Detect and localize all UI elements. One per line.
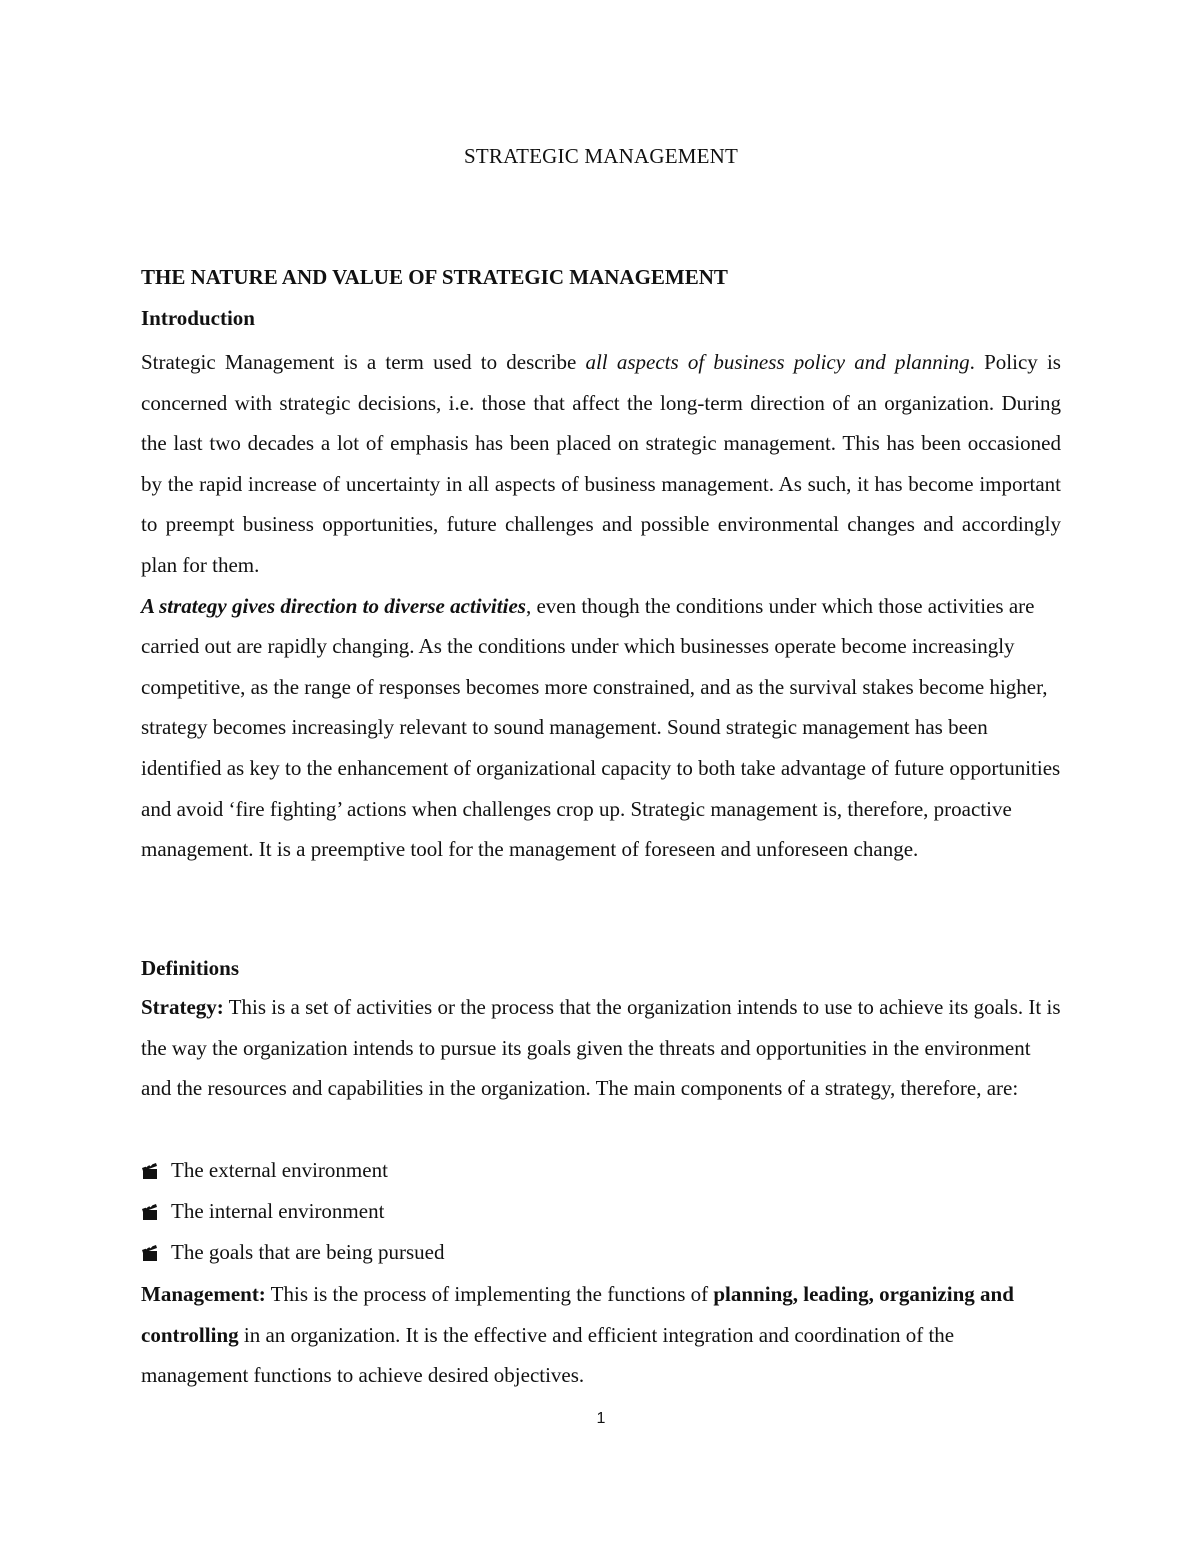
clapperboard-icon — [141, 1162, 159, 1180]
section-heading: THE NATURE AND VALUE OF STRATEGIC MANAGEMENT — [141, 265, 728, 289]
list-item-text: The goals that are being pursued — [171, 1240, 445, 1264]
introduction-paragraph-2 — [141, 586, 1061, 870]
clapperboard-icon — [141, 1244, 159, 1262]
management-text-1: This is the process of implementing the functions of — [265, 1282, 714, 1306]
management-term: Management: — [141, 1282, 266, 1306]
strategy-text: This is a set of activities or the process that the organization intends to use to achieve its goals. It is the way the organization intends to pursue its goals given the threats and opportunities in the environment and the resources and capabilities in the organization. The main components of a strategy, therefore, are: — [141, 995, 1061, 1101]
document-title: STRATEGIC MANAGEMENT — [463, 144, 739, 168]
strategy-term: Strategy: — [141, 995, 224, 1019]
list-item — [141, 1191, 445, 1232]
page-number: 1 — [596, 1410, 606, 1427]
management-definition — [141, 1274, 1061, 1396]
list-item — [141, 1232, 445, 1273]
list-item — [141, 1150, 445, 1191]
clapperboard-icon — [141, 1203, 159, 1221]
intro-p1-italic: all aspects of business policy and planning — [585, 350, 970, 374]
introduction-body — [141, 342, 1061, 870]
list-item-text: The external environment — [171, 1158, 388, 1182]
introduction-heading: Introduction — [141, 306, 255, 330]
management-text-2: in an organization. It is the effective and efficient integration and coordination of the management functions to achieve desired objectives. — [141, 1322, 955, 1388]
strategy-components-list — [141, 1150, 445, 1273]
intro-p2-emphasis: A strategy gives direction to diverse activities — [141, 593, 526, 618]
intro-p1-end: . Policy is concerned with strategic decisions, i.e. those that affect the long-term direction of an organization. During the last two decades a lot of emphasis has been placed on strategic management. This has been occasioned by the rapid increase of uncertainty in all aspects of business management. As such, it has become important to preempt business opportunities, future challenges and possible environmental changes and accordingly plan for them. — [141, 350, 1061, 577]
intro-p2-rest: , even though the conditions under which those activities are carried out are rapidly changing. As the conditions under which businesses operate become increasingly competitive, as the range of responses becomes more constrained, and as the survival stakes become higher, strategy becomes increasingly relevant to sound management. Sound strategic management has been identified as key to the enhancement of organizational capacity to both take advantage of future opportunities and avoid ‘fire fighting’ actions when challenges crop up. Strategic management is, therefore, proactive management. It is a preemptive tool for the management of foreseen and unforeseen change. — [141, 593, 1061, 862]
intro-p1-start: Strategic Management is a term used to describe — [141, 350, 586, 374]
definitions-heading: Definitions — [141, 956, 240, 980]
strategy-definition — [141, 987, 1061, 1109]
management-functions: planning, leading, organizing and controlling — [141, 1282, 1014, 1347]
list-item-text: The internal environment — [171, 1199, 385, 1223]
introduction-paragraph-1 — [141, 342, 1061, 586]
